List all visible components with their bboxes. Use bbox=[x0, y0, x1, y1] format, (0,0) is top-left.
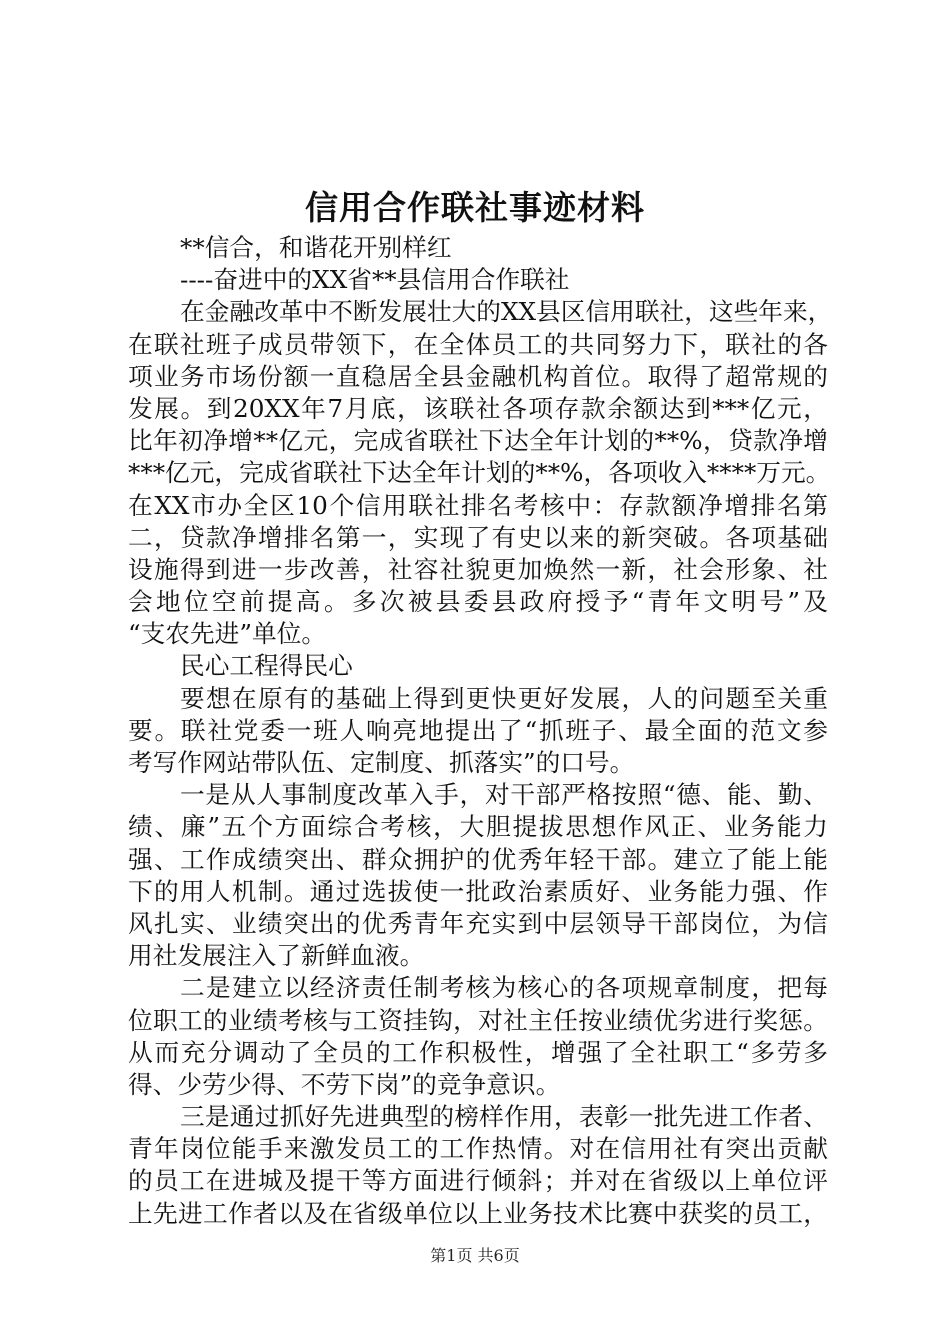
text-line: ----奋进中的XX省**县信用合作联社 bbox=[180, 265, 570, 295]
text-line: 设施得到进一步改善，社容社貌更加焕然一新，社会形象、社 bbox=[128, 554, 828, 584]
text-line: 风扎实、业绩突出的优秀青年充实到中层领导干部岗位，为信 bbox=[128, 908, 828, 938]
text-line: **信合，和谐花开别样红 bbox=[180, 233, 452, 262]
text-line: 在XX市办全区10个信用联社排名考核中：存款额净增排名第 bbox=[128, 490, 828, 520]
text-line: 要。联社党委一班人响亮地提出了“抓班子、最全面的范文参 bbox=[128, 715, 828, 745]
text-line: 从而充分调动了全员的工作积极性，增强了全社职工“多劳多 bbox=[128, 1037, 828, 1067]
text-line: 要想在原有的基础上得到更快更好发展，人的问题至关重 bbox=[180, 683, 828, 713]
document-body bbox=[128, 232, 833, 1230]
text-line: 一是从人事制度改革入手，对干部严格按照“德、能、勤、 bbox=[180, 780, 828, 810]
document-title: 信用合作联社事迹材料 bbox=[305, 188, 645, 227]
text-line: 的员工在进城及提干等方面进行倾斜；并对在省级以上单位评 bbox=[128, 1166, 828, 1196]
text-line: 比年初净增**亿元，完成省联社下达全年计划的**%，贷款净增 bbox=[128, 426, 828, 456]
text-line: ***亿元，完成省联社下达全年计划的**%，各项收入****万元。 bbox=[128, 458, 831, 488]
text-line: “支农先进”单位。 bbox=[128, 619, 327, 649]
text-line: 上先进工作者以及在省级单位以上业务技术比赛中获奖的员工， bbox=[128, 1198, 828, 1228]
page-footer: 第1页 共6页 bbox=[430, 1246, 520, 1265]
text-line: 绩、廉”五个方面综合考核，大胆提拔思想作风正、业务能力 bbox=[128, 812, 828, 842]
text-line: 二是建立以经济责任制考核为核心的各项规章制度，把每 bbox=[180, 973, 828, 1003]
text-line: 得、少劳少得、不劳下岗”的竞争意识。 bbox=[128, 1069, 561, 1099]
text-line: 项业务市场份额一直稳居全县金融机构首位。取得了超常规的 bbox=[128, 361, 828, 391]
text-line: 三是通过抓好先进典型的榜样作用，表彰一批先进工作者、 bbox=[180, 1102, 828, 1132]
text-line: 会地位空前提高。多次被县委县政府授予“青年文明号”及 bbox=[128, 587, 828, 617]
text-line: 用社发展注入了新鲜血液。 bbox=[128, 941, 425, 971]
text-line: 发展。到20XX年7月底，该联社各项存款余额达到***亿元， bbox=[128, 393, 828, 423]
text-line: 考写作网站带队伍、定制度、抓落实”的口号。 bbox=[128, 748, 635, 777]
text-line: 青年岗位能手来激发员工的工作热情。对在信用社有突出贡献 bbox=[128, 1134, 828, 1164]
text-line: 在金融改革中不断发展壮大的XX县区信用联社，这些年来， bbox=[180, 297, 833, 327]
text-line: 民心工程得民心 bbox=[180, 651, 353, 681]
text-line: 下的用人机制。通过选拔使一批政治素质好、业务能力强、作 bbox=[128, 876, 828, 906]
text-line: 在联社班子成员带领下，在全体员工的共同努力下，联社的各 bbox=[128, 329, 828, 359]
text-line: 位职工的业绩考核与工资挂钩，对社主任按业绩优劣进行奖惩。 bbox=[128, 1005, 828, 1035]
text-line: 强、工作成绩突出、群众拥护的优秀年轻干部。建立了能上能 bbox=[128, 844, 828, 874]
text-line: 二，贷款净增排名第一，实现了有史以来的新突破。各项基础 bbox=[128, 522, 828, 552]
